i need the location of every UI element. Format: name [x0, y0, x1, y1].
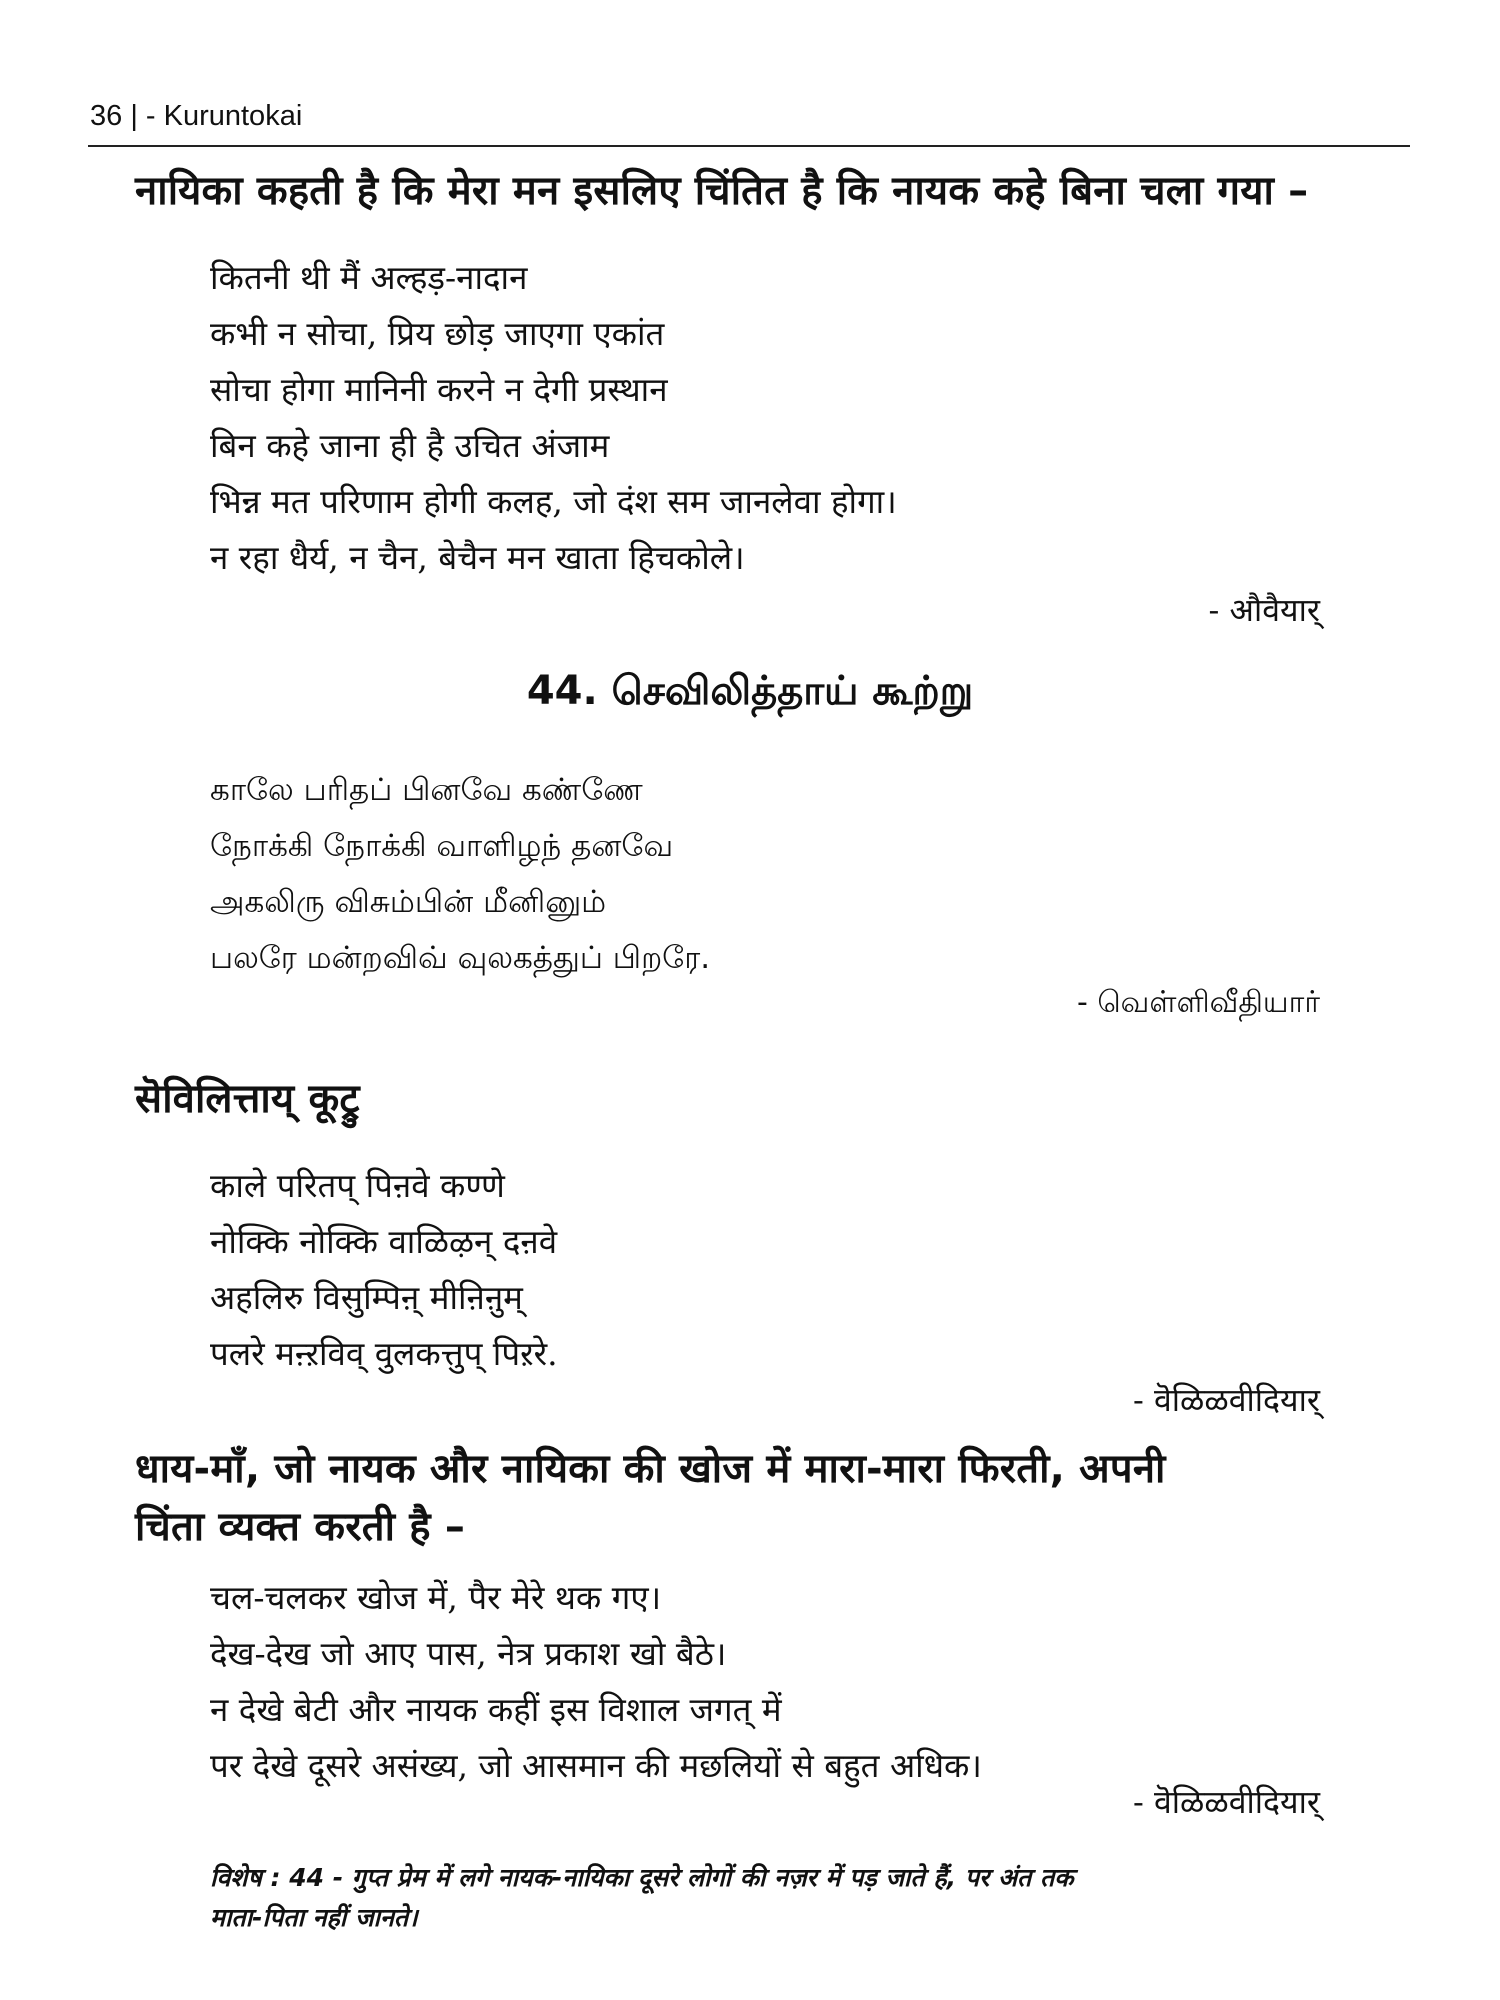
- verse-line: कभी न सोचा, प्रिय छोड़ जाएगा एकांत: [210, 314, 665, 353]
- verse-line: அகலிரு விசும்பின் மீனினும்: [210, 884, 607, 920]
- section2-verse: [210, 762, 710, 986]
- section3-verse: [210, 1158, 558, 1382]
- verse-line: देख-देख जो आए पास, नेत्र प्रकाश खो बैठे।: [210, 1634, 727, 1673]
- section4-heading-line: धाय-माँ, जो नायक और नायिका की खोज में मारा-मारा फिरती, अपनी: [135, 1446, 1166, 1492]
- verse-line: नोक्कि नोक्कि वाळिऴन् दऩवे: [210, 1222, 558, 1261]
- verse-line: भिन्न मत परिणाम होगी कलह, जो दंश सम जानलेवा होगा।: [210, 482, 897, 521]
- section3-heading: सॆविलित्ताय् कूट्रु: [135, 1076, 360, 1122]
- section1-heading: नायिका कहती है कि मेरा मन इसलिए चिंतित है कि नायक कहे बिना चला गया –: [135, 168, 1309, 214]
- verse-line: काले परितप् पिऩवे कण्णे: [210, 1166, 505, 1205]
- verse-line: पर देखे दूसरे असंख्य, जो आसमान की मछलियों से बहुत अधिक।: [210, 1746, 982, 1785]
- verse-line: நோக்கி நோக்கி வாளிழந் தனவே: [210, 828, 674, 864]
- footnote-line: माता-पिता नहीं जानते।: [210, 1903, 418, 1932]
- verse-line: बिन कहे जाना ही है उचित अंजाम: [210, 426, 610, 465]
- verse-line: न रहा धैर्य, न चैन, बेचैन मन खाता हिचकोले।: [210, 538, 745, 577]
- section3-attribution: - वॆळिळवीदियार्: [1132, 1381, 1320, 1419]
- section4-heading: [135, 1440, 1166, 1556]
- verse-line: காலே பரிதப் பினவே கண்ணே: [210, 772, 643, 808]
- verse-line: सोचा होगा मानिनी करने न देगी प्रस्थान: [210, 370, 668, 409]
- verse-line: कितनी थी मैं अल्हड़-नादान: [210, 258, 528, 297]
- verse-line: न देखे बेटी और नायक कहीं इस विशाल जगत् में: [210, 1690, 782, 1729]
- poem-title: 44. செவிலித்தாய் கூற்று: [526, 668, 974, 714]
- verse-line: अहलिरु विसुम्पिऩ् मीऩिऩुम्: [210, 1278, 523, 1317]
- section1-verse: [210, 250, 897, 586]
- verse-line: पलरे मऩ्ऱविव् वुलकत्तुप् पिऱरे.: [210, 1334, 558, 1373]
- header-rule: [88, 145, 1410, 147]
- footnote: [210, 1858, 1350, 1938]
- section4-attribution: - वॆळिळवीदियार्: [1132, 1783, 1320, 1821]
- section4-verse: [210, 1570, 982, 1794]
- running-head: 36 | - Kuruntokai: [90, 100, 303, 132]
- section2-attribution: - வெள்ளிவீதியார்: [1076, 985, 1320, 1020]
- footnote-line: विशेष : 44 - गुप्त प्रेम में लगे नायक-नायिका दूसरे लोगों की नज़र में पड़ जाते हैं, पर अंत तक: [210, 1863, 1074, 1892]
- verse-line: பலரே மன்றவிவ் வுலகத்துப் பிறரே.: [210, 940, 711, 976]
- section1-attribution: - औवैयार्: [1208, 591, 1320, 629]
- verse-line: चल-चलकर खोज में, पैर मेरे थक गए।: [210, 1578, 662, 1617]
- section4-heading-line: चिंता व्यक्त करती है –: [135, 1504, 466, 1550]
